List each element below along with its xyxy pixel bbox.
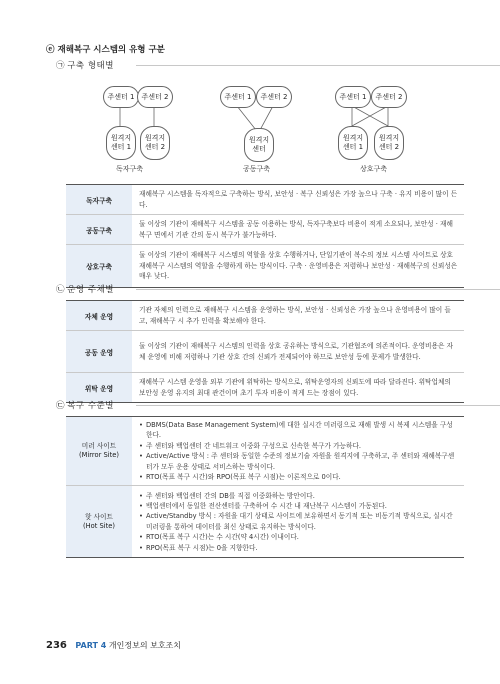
list-item: • 백업센터에서 동일한 전산센터를 구축하여 수 시간 내 재난복구 시스템이 가동된다. xyxy=(139,501,458,511)
row-description: 재해복구 시스템 운영을 외부 기관에 위탁하는 방식으로, 위탁운영자의 신뢰도에 따라 달라진다. 위탁업체의 보안성 운영 유지의 최대 관건이며 초기 투자 비용이 적게 드는 장점이 있다. xyxy=(132,373,464,403)
row-heading: 자체 운영 xyxy=(66,301,132,331)
part-label: PART 4 xyxy=(75,641,107,650)
list-item: • 주 센터와 백업센터 간의 DB를 직접 이중화하는 방안이다. xyxy=(139,491,458,501)
list-item: • Active/Active 방식 : 주 센터와 동일한 수준의 정보기술 자원을 원격지에 구축하고, 주 센터와 재해복구센터가 모두 운용 상태로 서비스하는 방식이다. xyxy=(139,451,458,472)
label-shared: 공동구축 xyxy=(243,165,271,173)
bullet-list xyxy=(139,420,458,482)
row-description: 둘 이상의 기관이 재해복구 시스템의 인력을 상호 공유하는 방식으로, 기관협조에 의존적이다. 운영비용은 자체 운영에 비해 저렴하나 기관 상호 간의 신뢰가 전제되어야 하므로 보안성 등에 문제가 발생한다. xyxy=(132,331,464,373)
section-title-text: 재해복구 시스템의 유형 구분 xyxy=(57,45,165,55)
main-center-1-node: 주센터 1 xyxy=(103,86,139,108)
row-description xyxy=(132,486,464,558)
main-center-2-node: 주센터 2 xyxy=(371,86,407,108)
table-row xyxy=(66,215,464,245)
subheading-label: 구축 형태별 xyxy=(67,61,114,71)
chapter-title: 개인정보의 보호조치 xyxy=(108,641,182,650)
subheading-recovery-level xyxy=(56,399,114,411)
main-center-2-node: 주센터 2 xyxy=(137,86,173,108)
row-description: 기관 자체의 인력으로 재해복구 시스템을 운영하는 방식, 보안성 · 신뢰성은 가장 높으나 운영비용이 많이 들고, 재해복구 시 추가 인력을 확보해야 한다. xyxy=(132,301,464,331)
subheading-rule xyxy=(136,289,500,290)
label-mutual: 상호구축 xyxy=(360,165,388,173)
remote-center-1-node: 원격지 센터 1 xyxy=(338,126,368,160)
table-row xyxy=(66,301,464,331)
section-marker: ⓔ xyxy=(46,45,55,55)
subheading-marker: ㉠ xyxy=(56,61,65,71)
row-heading: 공동 운영 xyxy=(66,331,132,373)
row-heading: 핫 사이트 (Hot Site) xyxy=(66,486,132,558)
table-row xyxy=(66,185,464,215)
row-description: 둘 이상의 기관이 재해복구 시스템의 역할을 상호 수행하거나, 단일기관이 복수의 정보 시스템 사이트로 상호 재해복구 시스템의 역할을 수행하게 하는 방식이다. 구축 · 운영비용은 저렴하나 보안성 · 재해복구의 신뢰성은 매우 낮다. xyxy=(132,245,464,288)
remote-center-2-node: 원격지 센터 2 xyxy=(140,126,170,160)
subheading-marker: ㉡ xyxy=(56,285,65,295)
recovery-level-table xyxy=(66,416,464,558)
row-heading: 독자구축 xyxy=(66,185,132,215)
subheading-label: 복구 수준별 xyxy=(67,401,114,411)
construction-table xyxy=(66,184,464,288)
row-heading: 위탁 운영 xyxy=(66,373,132,403)
page-number: 236 xyxy=(46,640,67,651)
table-row xyxy=(66,373,464,403)
list-item: • RTO(목표 복구 시간)와 RPO(목표 복구 시점)는 이론적으로 0이다. xyxy=(139,472,458,482)
table-row xyxy=(66,417,464,486)
row-description: 재해복구 시스템을 독자적으로 구축하는 방식, 보안성 · 복구 신뢰성은 가장 높으나 구축 · 유지 비용이 많이 든다. xyxy=(132,185,464,215)
row-heading: 공동구축 xyxy=(66,215,132,245)
list-item: • Active/Standby 방식 : 자원을 대기 상태로 사이트에 보유하면서 동기적 또는 비동기적 방식으로, 실시간 미러링을 통하여 데이터를 최신 상태로 유지하는 방식이다. xyxy=(139,511,458,532)
subheading-rule xyxy=(136,405,500,406)
construction-diagram xyxy=(90,78,420,178)
list-item: • RTO(목표 복구 시간)는 수 시간(약 4시간) 이내이다. xyxy=(139,532,458,542)
list-item: • RPO(목표 복구 시점)는 0을 지향한다. xyxy=(139,543,458,553)
row-heading: 상호구축 xyxy=(66,245,132,288)
row-description xyxy=(132,417,464,486)
subheading-rule xyxy=(136,65,500,66)
bullet-list xyxy=(139,491,458,553)
main-center-1-node: 주센터 1 xyxy=(335,86,371,108)
remote-center-1-node: 원격지 센터 1 xyxy=(106,126,136,160)
remote-center-2-node: 원격지 센터 2 xyxy=(374,126,404,160)
row-heading: 미러 사이트 (Mirror Site) xyxy=(66,417,132,486)
table-row xyxy=(66,331,464,373)
main-center-2-node: 주센터 2 xyxy=(256,86,292,108)
row-description: 둘 이상의 기관이 재해복구 시스템을 공동 이용하는 방식, 독자구축보다 비용이 적게 소요되나, 보안성 · 재해복구 면에서 기관 간의 동시 복구가 불가능하다. xyxy=(132,215,464,245)
list-item: • DBMS(Data Base Management System)에 대한 실시간 미러링으로 재해 발생 시 복제 시스템을 구성한다. xyxy=(139,420,458,441)
subheading-operator xyxy=(56,283,114,295)
subheading-construction xyxy=(56,59,114,71)
label-independent: 독자구축 xyxy=(116,165,144,173)
operator-table xyxy=(66,300,464,403)
list-item: • 주 센터와 백업센터 간 네트워크 이중화 구성으로 신속한 복구가 가능하다. xyxy=(139,441,458,451)
section-title xyxy=(46,43,165,55)
page-footer xyxy=(46,640,181,651)
table-row xyxy=(66,245,464,288)
table-row xyxy=(66,486,464,558)
main-center-1-node: 주센터 1 xyxy=(220,86,256,108)
subheading-marker: ㉢ xyxy=(56,401,65,411)
remote-center-shared-node: 원격지 센터 xyxy=(244,128,274,162)
subheading-label: 운영 주체별 xyxy=(67,285,114,295)
